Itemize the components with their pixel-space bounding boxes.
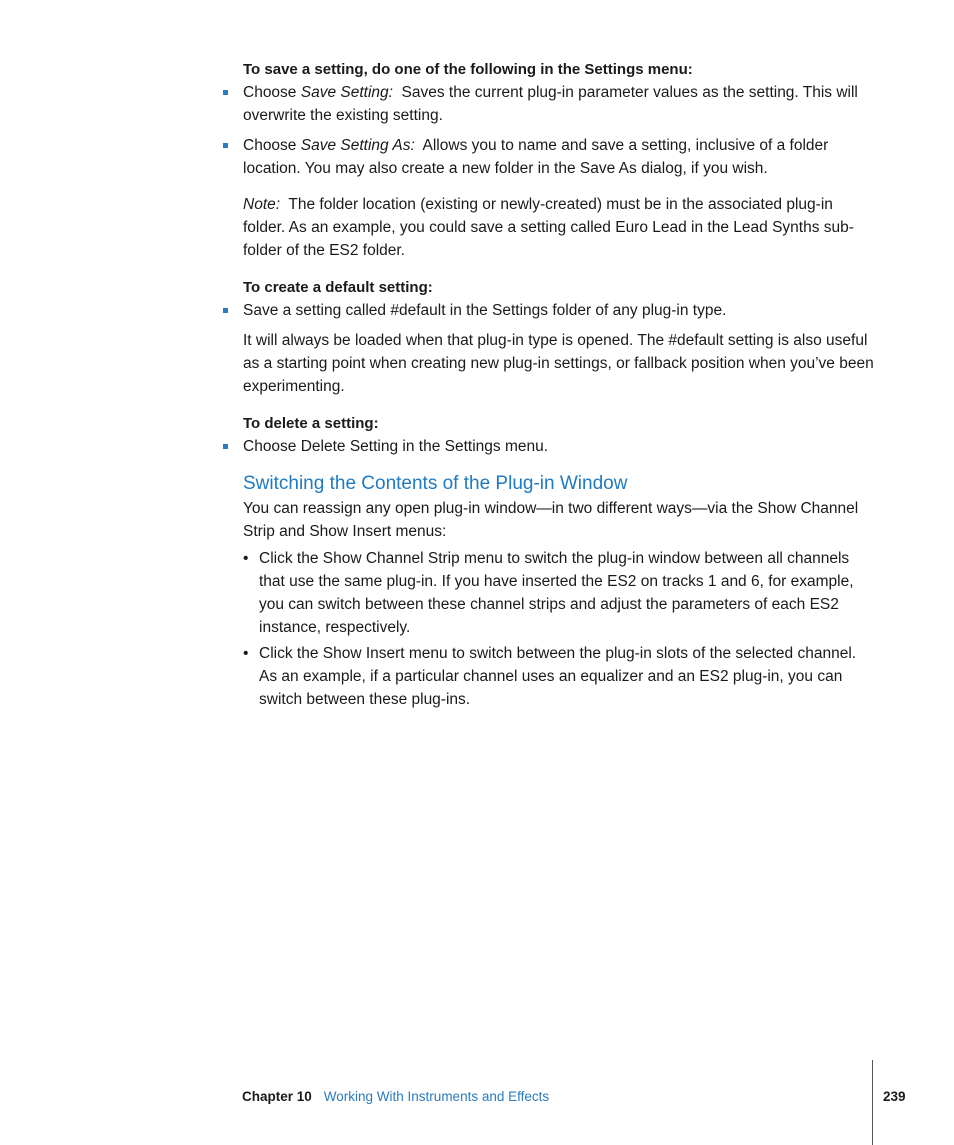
page-number: 239 bbox=[883, 1089, 906, 1104]
save-setting-as-item bbox=[243, 134, 875, 180]
footer-divider bbox=[872, 1060, 873, 1145]
default-setting-text: Save a setting called #default in the Settings folder of any plug-in type. bbox=[243, 302, 727, 319]
list-item bbox=[243, 642, 875, 711]
square-bullet-icon bbox=[223, 444, 228, 449]
square-bullet-icon bbox=[223, 143, 228, 148]
save-setting-as-description: Allows you to name and save a setting, inclusive of a folder location. You may also create a new folder in the Save As dialog, if you wish. bbox=[243, 137, 833, 177]
footer-chapter: Chapter 10 bbox=[242, 1089, 312, 1104]
default-explanation: It will always be loaded when that plug-in type is opened. The #default setting is also useful as a starting point when creating new plug-in settings, or fallback position when you’ve been experimenting. bbox=[243, 332, 874, 395]
save-setting-term: Save Setting: bbox=[300, 84, 393, 101]
square-bullet-icon bbox=[223, 90, 228, 95]
section-heading: Switching the Contents of the Plug-in Window bbox=[243, 473, 628, 494]
list-item-text: Click the Show Channel Strip menu to switch the plug-in window between all channels that use the same plug-in. If you have inserted the ES2 on tracks 1 and 6, for example, you can switch between these channel strips and adjust the parameters of each ES2 instance, respectively. bbox=[259, 550, 854, 636]
delete-procedure-title: To delete a setting: bbox=[243, 415, 379, 432]
item-lead-text: Choose bbox=[243, 84, 301, 101]
save-procedure-title: To save a setting, do one of the following in the Settings menu: bbox=[243, 61, 693, 78]
square-bullet-icon bbox=[223, 308, 228, 313]
bullet-icon: • bbox=[243, 645, 249, 662]
footer-chapter-title: Working With Instruments and Effects bbox=[323, 1089, 550, 1104]
note-text: The folder location (existing or newly-created) must be in the associated plug-in folder. As an example, you could save a setting called Euro Lead in the Lead Synths sub-folder of the ES2 folder. bbox=[243, 196, 854, 259]
item-lead-text: Choose bbox=[243, 137, 301, 154]
list-item-text: Click the Show Insert menu to switch between the plug-in slots of the selected channel. As an example, if a particular channel uses an equalizer and an ES2 plug-in, you can switch between these plug-ins. bbox=[259, 645, 857, 708]
delete-setting-text: Choose Delete Setting in the Settings menu. bbox=[243, 438, 549, 455]
default-setting-item bbox=[243, 299, 875, 322]
page-footer bbox=[242, 1087, 549, 1107]
bullet-icon: • bbox=[243, 550, 249, 567]
save-setting-item bbox=[243, 81, 875, 127]
note-label: Note: bbox=[243, 196, 281, 213]
save-setting-as-term: Save Setting As: bbox=[300, 137, 415, 154]
switching-intro: You can reassign any open plug-in window—in two different ways—via the Show Channel Strip and Show Insert menus: bbox=[243, 500, 859, 540]
note-paragraph bbox=[243, 193, 875, 262]
save-setting-description: Saves the current plug-in parameter values as the setting. This will overwrite the existing setting. bbox=[243, 84, 863, 124]
delete-setting-item bbox=[243, 435, 875, 458]
list-item bbox=[243, 547, 875, 639]
default-procedure-title: To create a default setting: bbox=[243, 279, 433, 296]
page-content bbox=[243, 58, 875, 711]
